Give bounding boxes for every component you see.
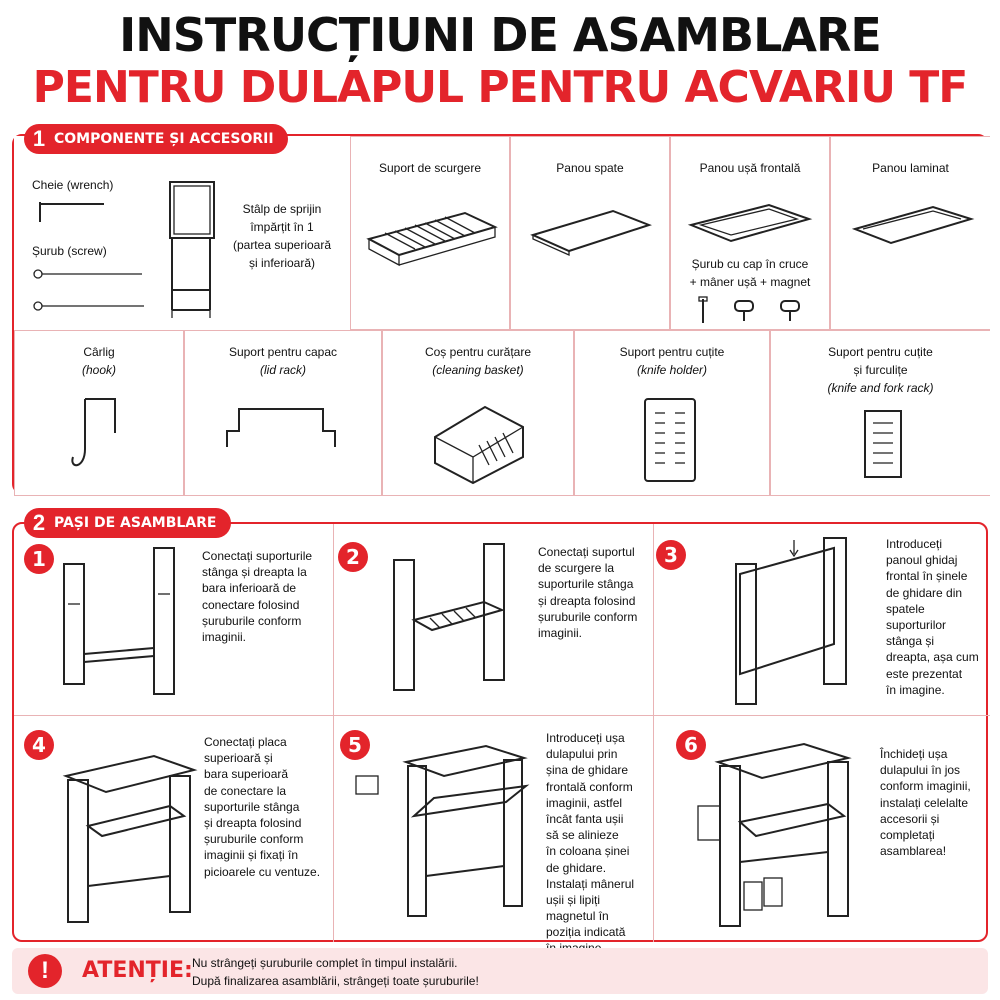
cell-cleaning-basket [382,330,574,496]
step-6-text: Închideți ușa dulapului în jos conform imaginii, instalați celelalte accesorii și completați asamblarea! [880,747,971,859]
cell-drain-rack [350,136,510,330]
cell-hook [14,330,184,496]
cleaning-basket-icon [429,397,529,487]
step-5-badge: 5 [340,730,370,760]
step-6-badge: 6 [676,730,706,760]
step-1 [14,524,334,716]
screw-icon [32,266,152,316]
step-5-text: Introduceți ușa dulapului prin șina de ghidare frontală conform imaginii, astfel încât fanta ușii să se alinieze în coloana șinei de ghidare. Instalați mânerul ușii și lipiți magnetul în poziția indicată [546,731,635,940]
laminated-panel-icon [851,203,975,247]
step-3-badge: 3 [656,540,686,570]
title-line-1: INSTRUCȚIUNI DE ASAMBLARE [119,8,881,62]
screw-label: Șurub (screw) [32,244,107,258]
step-6-illustration [684,732,864,932]
knife-holder-icon [641,395,701,485]
cell-knife-holder [574,330,770,496]
section-2-label: PAȘI DE ASAMBLARE [54,515,217,531]
step-2-badge: 2 [338,542,368,572]
knife-holder-label: Suport pentru cuțite (knife holder) [619,345,725,377]
cleaning-basket-label: Coș pentru curățare (cleaning basket) [424,345,532,377]
components-section [12,134,988,494]
hook-icon [71,393,131,483]
warning-label: ATENȚIE: [82,958,193,983]
step-1-text: Conectați suporturile stânga și dreapta la bara inferioară de conectare folosind șuruburile conform imaginii. [202,549,313,644]
knife-fork-rack-label: Suport pentru cuțite și furculițe (knife and fork rack) [827,345,934,395]
step-2-illustration [374,540,524,710]
exclamation-icon: ! [28,954,62,988]
cell-front-door [670,136,830,330]
step-5-illustration [354,736,534,926]
step-6 [654,716,990,942]
drain-rack-icon [365,203,499,273]
step-4-illustration [54,736,204,926]
step-3 [654,524,990,716]
step-2 [334,524,654,716]
section-2-header [24,508,231,538]
step-2-text: Conectați suportul de scurgere la suporturile stânga și dreapta folosind șuruburile conform imaginii. [538,545,638,640]
title-line-2: PENTRU DULAPUL PENTRU ACVARIU TF [32,62,968,113]
back-panel-label: Panou spate [556,161,624,175]
cell-back-panel [510,136,670,330]
knife-fork-rack-icon [861,407,911,483]
step-3-text: Introduceți panoul ghidaj frontal în șinele de ghidare din spatele suporturilor stânga și dreapta, așa cum este prezentat în imagine. [886,537,979,697]
step-1-illustration [44,544,194,714]
wrench-label: Cheie (wrench) [32,178,114,192]
lid-rack-icon [221,401,341,461]
cell-knife-fork-rack [770,330,990,496]
support-pillar-icon [164,180,224,330]
cell-laminated-panel [830,136,990,330]
front-door-panel-icon [687,201,815,245]
step-4-badge: 4 [24,730,54,760]
assembly-steps-section [12,522,988,942]
step-1-badge: 1 [24,544,54,574]
section-1-header [24,124,288,154]
lid-rack-label: Suport pentru capac (lid rack) [228,345,338,377]
warning-text: Nu strângeți șuruburile complet în timpul instalării. După finalizarea asamblării, strângeți toate șuruburile! [192,956,479,988]
section-1-number: 1 [32,126,46,151]
wrench-icon [36,198,106,228]
back-panel-icon [529,207,653,257]
cell-lid-rack [184,330,382,496]
cell-basic-parts [14,136,350,330]
pillar-label: Stâlp de sprijin împărțit în 1 (partea superioară și inferioară) [232,202,332,270]
section-2-number: 2 [32,510,46,535]
drain-rack-label: Suport de scurgere [378,161,482,175]
hook-label: Cârlig (hook) [81,345,116,377]
step-4-text: Conectați placa superioară și bara superioară de conectare la suporturile stânga și dreapta folosind șuruburile conform imaginii și fixați în picioarele cu ventuze. [204,735,321,879]
section-1-label: COMPONENTE ȘI ACCESORII [54,131,274,147]
door-hardware-label: Șurub cu cap în cruce + mâner ușă + magnet [689,257,811,289]
warning-box [12,948,988,994]
door-hardware-icon [695,297,815,327]
step-4 [14,716,334,942]
front-door-label: Panou ușă frontală [699,161,801,175]
step-5 [334,716,654,942]
step-3-illustration [714,534,864,714]
laminated-panel-label: Panou laminat [872,161,949,175]
